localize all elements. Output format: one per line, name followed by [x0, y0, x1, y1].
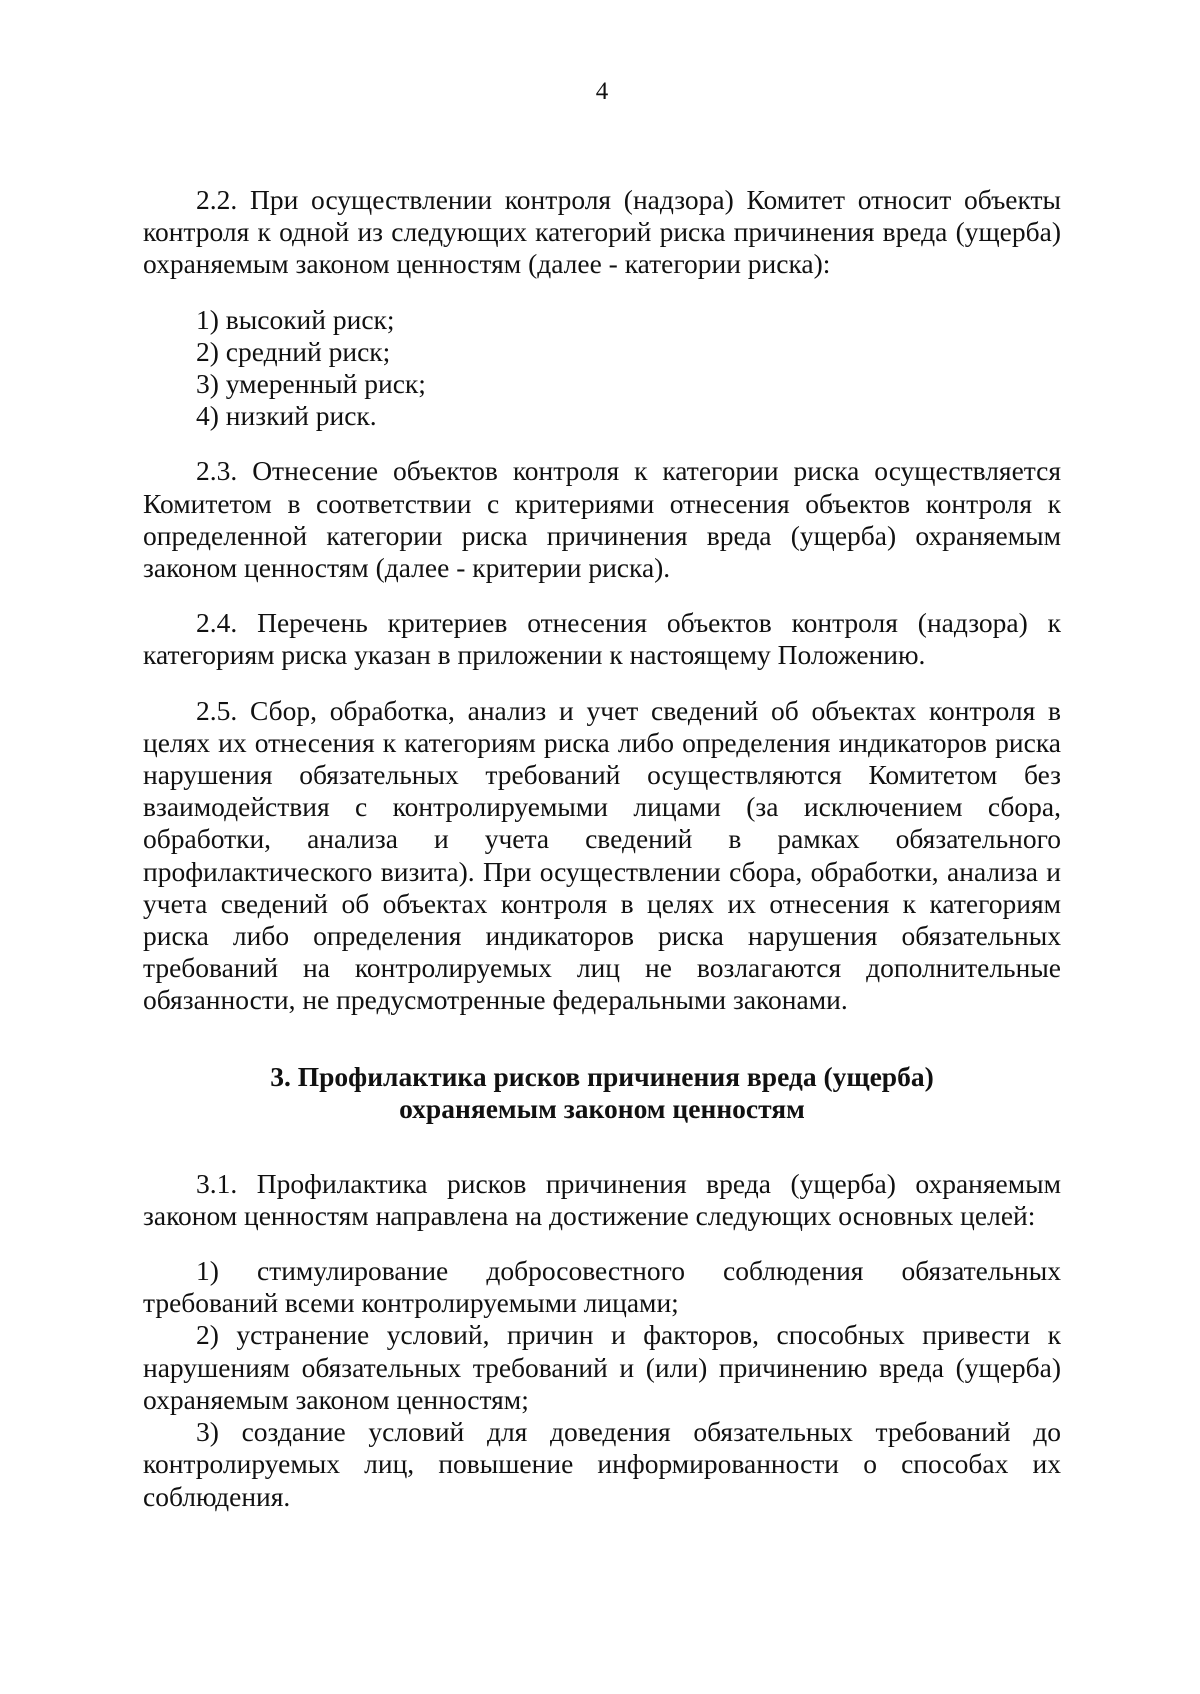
paragraph-2-3: 2.3. Отнесение объектов контроля к категории риска осуществляется Комитетом в соответствии с критериями отнесения объектов контроля к определенной категории риска причинения вреда (ущерба) охраняемым законом ценностям (далее - критерии риска).	[143, 455, 1061, 584]
goals-list	[143, 1255, 1061, 1513]
paragraph-3-1: 3.1. Профилактика рисков причинения вреда (ущерба) охраняемым законом ценностям направлена на достижение следующих основных целей:	[143, 1167, 1061, 1231]
document-body	[143, 184, 1061, 1513]
list-item: 1) высокий риск;	[196, 303, 395, 335]
section-3-heading-line2: охраняемым законом ценностям	[399, 1092, 805, 1124]
paragraph-2-4: 2.4. Перечень критериев отнесения объектов контроля (надзора) к категориям риска указан в приложении к настоящему Положению.	[143, 607, 1061, 671]
list-item: 2) средний риск;	[196, 335, 391, 367]
list-item: 3) создание условий для доведения обязательных требований до контролируемых лиц, повышение информированности о способах их соблюдения.	[143, 1416, 1061, 1512]
page-number: 4	[595, 78, 609, 105]
list-item: 4) низкий риск.	[196, 400, 377, 432]
section-3-heading-line1: 3. Профилактика рисков причинения вреда (ущерба)	[270, 1060, 934, 1092]
risk-category-list	[143, 304, 1061, 433]
list-item: 3) умеренный риск;	[196, 368, 426, 400]
list-item: 2) устранение условий, причин и факторов, способных привести к нарушениям обязательных требований и (или) причинению вреда (ущерба) охраняемым законом ценностям;	[143, 1319, 1061, 1415]
paragraph-2-2: 2.2. При осуществлении контроля (надзора) Комитет относит объекты контроля к одной из следующих категорий риска причинения вреда (ущерба) охраняемым законом ценностям (далее - категории риска):	[143, 184, 1061, 280]
section-3-heading	[143, 1061, 1061, 1125]
list-item: 1) стимулирование добросовестного соблюдения обязательных требований всеми контролируемыми лицами;	[143, 1255, 1061, 1319]
paragraph-2-5: 2.5. Сбор, обработка, анализ и учет сведений об объектах контроля в целях их отнесения к категориям риска либо определения индикаторов риска нарушения обязательных требований осуществляются Комитетом без взаимодействия с контролируемыми лицами (за исключением сбора, обработки, анализа и учета сведений в рамках обязательного профилактического визита). При осуществлении сбора, обработки, анализа и учета сведений об объектах контроля в целях их отнесения к категориям риска либо определения индикаторов риска нарушения обязательных требований на контролируемых лиц не возлагаются дополнительные обязанности, не предусмотренные федеральными законами.	[143, 694, 1061, 1016]
